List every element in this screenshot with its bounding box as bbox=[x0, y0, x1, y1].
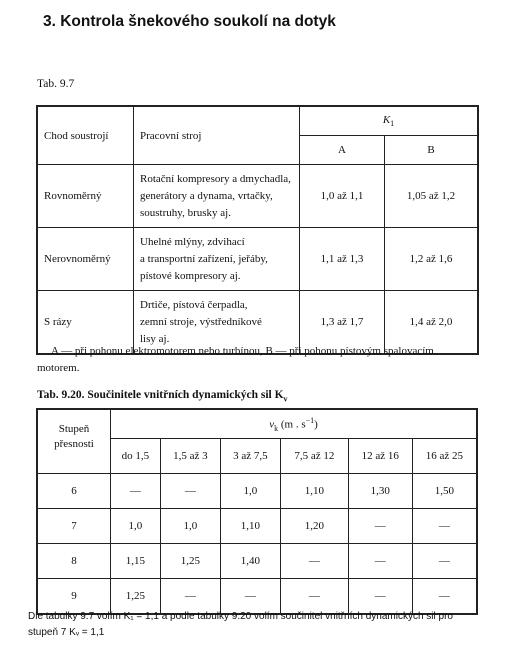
header-a: A bbox=[300, 136, 385, 165]
cell-stupen: 9 bbox=[37, 579, 111, 615]
cell-value: 1,10 bbox=[220, 509, 280, 544]
table-row bbox=[37, 228, 478, 291]
header-speed: 3 až 7,5 bbox=[220, 439, 280, 474]
cell-b: 1,2 až 1,6 bbox=[385, 228, 479, 291]
cell-stroj: Uhelné mlýny, zdvihací a transportní zařízení, jeřáby, pístové kompresory aj. bbox=[134, 228, 300, 291]
cell-value: — bbox=[348, 509, 412, 544]
cell-value: — bbox=[412, 544, 477, 579]
cell-a: 1,1 až 1,3 bbox=[300, 228, 385, 291]
table-9-20 bbox=[36, 408, 478, 615]
conclusion-text: Dle tabulky 9.7 volím K₁ = 1,1 a podle tabulky 9.20 volím součinitel vnitřních dynamických sil pro stupeň 7 Kᵥ = 1,1 bbox=[28, 611, 453, 638]
cell-a: 1,0 až 1,1 bbox=[300, 165, 385, 228]
cell-value: — bbox=[348, 579, 412, 615]
cell-stroj: Rotační kompresory a dmychadla, generátory a dynama, vrtačky, soustruhy, brusky aj. bbox=[134, 165, 300, 228]
table-9-20-caption: Tab. 9.20. Součinitele vnitřních dynamických sil $K_v$ bbox=[37, 389, 288, 404]
table-row bbox=[37, 544, 477, 579]
cell-a: 1,3 až 1,7 bbox=[300, 291, 385, 355]
cell-value: — bbox=[280, 579, 348, 615]
cell-value: 1,10 bbox=[280, 474, 348, 509]
table-9-7-caption: Tab. 9.7 bbox=[37, 78, 75, 90]
cell-chod: Nerovnoměrný bbox=[37, 228, 134, 291]
header-k1: $K_1$ bbox=[300, 106, 479, 136]
header-speed: 16 až 25 bbox=[412, 439, 477, 474]
table-9-7-note: A — při pohonu elektromotorem nebo turbínou, B — při pohonu pístovým spalovacím motorem. bbox=[37, 345, 434, 374]
cell-stupen: 7 bbox=[37, 509, 111, 544]
cell-value: — bbox=[280, 544, 348, 579]
cell-value: 1,50 bbox=[412, 474, 477, 509]
cell-value: 1,0 bbox=[111, 509, 161, 544]
cell-value: — bbox=[111, 474, 161, 509]
table-9-7 bbox=[36, 105, 479, 355]
cell-chod: Rovnoměrný bbox=[37, 165, 134, 228]
cell-value: 1,0 bbox=[220, 474, 280, 509]
cell-value: 1,25 bbox=[160, 544, 220, 579]
cell-value: 1,20 bbox=[280, 509, 348, 544]
cell-stupen: 6 bbox=[37, 474, 111, 509]
table-row bbox=[37, 509, 477, 544]
header-speed: do 1,5 bbox=[111, 439, 161, 474]
cell-value: — bbox=[220, 579, 280, 615]
cell-value: — bbox=[160, 579, 220, 615]
cell-value: 1,40 bbox=[220, 544, 280, 579]
cell-stupen: 8 bbox=[37, 544, 111, 579]
cell-value: 1,15 bbox=[111, 544, 161, 579]
table-row bbox=[37, 474, 477, 509]
header-pracovni-stroj: Pracovní stroj bbox=[134, 106, 300, 165]
header-vk: $v_k$ (m . $s^{-1}$) bbox=[111, 409, 478, 439]
cell-chod: S rázy bbox=[37, 291, 134, 355]
header-speed: 7,5 až 12 bbox=[280, 439, 348, 474]
cell-value: — bbox=[160, 474, 220, 509]
cell-value: — bbox=[348, 544, 412, 579]
cell-value: — bbox=[412, 579, 477, 615]
header-speed: 12 až 16 bbox=[348, 439, 412, 474]
header-b: B bbox=[385, 136, 479, 165]
header-stupen-presnosti: Stupeň přesnosti bbox=[37, 409, 111, 474]
header-chod-soustroji: Chod soustrojí bbox=[37, 106, 134, 165]
cell-value: 1,0 bbox=[160, 509, 220, 544]
page-heading: 3. Kontrola šnekového soukolí na dotyk bbox=[43, 13, 336, 30]
header-speed: 1,5 až 3 bbox=[160, 439, 220, 474]
cell-stroj: Drtiče, pístová čerpadla, zemní stroje, výstředníkové lisy aj. bbox=[134, 291, 300, 355]
table-row bbox=[37, 165, 478, 228]
cell-value: 1,25 bbox=[111, 579, 161, 615]
cell-value: — bbox=[412, 509, 477, 544]
cell-value: 1,30 bbox=[348, 474, 412, 509]
cell-b: 1,4 až 2,0 bbox=[385, 291, 479, 355]
cell-b: 1,05 až 1,2 bbox=[385, 165, 479, 228]
